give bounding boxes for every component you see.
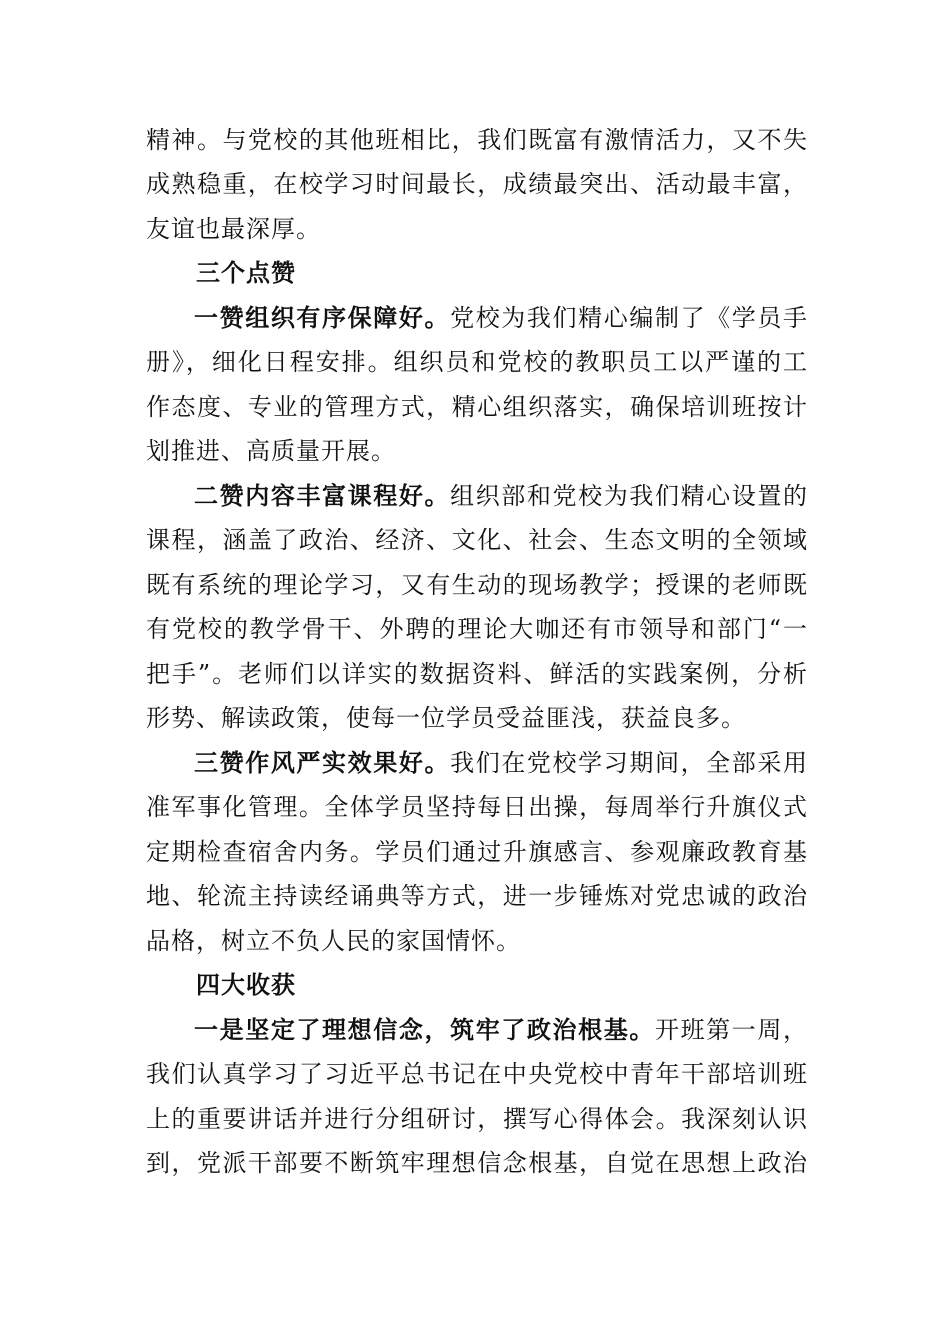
- paragraph-lead: 三赞作风严实效果好。: [194, 749, 451, 777]
- paragraph-lead: 一是坚定了理想信念，筑牢了政治根基。: [194, 1016, 655, 1044]
- paragraph-line: 既有系统的理论学习，又有生动的现场教学；授课的老师既: [146, 571, 808, 599]
- paragraph-line: 定期检查宿舍内务。学员们通过升旗感言、参观廉政教育基: [146, 838, 808, 866]
- section-heading-three-praises: 三个点赞: [196, 259, 296, 287]
- paragraph-text: 党校为我们精心编制了《学员手: [450, 304, 809, 332]
- paragraph-lead: 一赞组织有序保障好。: [194, 304, 451, 332]
- paragraph-text: 开班第一周，: [654, 1016, 809, 1044]
- paragraph-praise-2-first-line: [194, 476, 808, 516]
- paragraph-lead: 二赞内容丰富课程好。: [194, 482, 451, 510]
- paragraph-line: 课程，涵盖了政治、经济、文化、社会、生态文明的全领域: [146, 526, 808, 554]
- paragraph-line: 到，党派干部要不断筑牢理想信念根基，自觉在思想上政治: [146, 1149, 808, 1177]
- paragraph-line: 划推进、高质量开展。: [146, 437, 396, 465]
- intro-line-1: 精神。与党校的其他班相比，我们既富有激情活力，又不失: [146, 126, 808, 154]
- paragraph-line: 上的重要讲话并进行分组研讨，撰写心得体会。我深刻认识: [146, 1105, 808, 1133]
- paragraph-line: 册》，细化日程安排。组织员和党校的教职员工以严谨的工: [146, 348, 808, 376]
- paragraph-praise-1-first-line: [194, 298, 808, 338]
- paragraph-line: 地、轮流主持读经诵典等方式，进一步锤炼对党忠诚的政治: [146, 882, 808, 910]
- paragraph-line: 作态度、专业的管理方式，精心组织落实，确保培训班按计: [146, 393, 808, 421]
- paragraph-line: 我们认真学习了习近平总书记在中央党校中青年干部培训班: [146, 1060, 808, 1088]
- paragraph-praise-3-first-line: [194, 743, 808, 783]
- paragraph-gain-1-first-line: [194, 1010, 808, 1050]
- paragraph-line: 把手”。老师们以详实的数据资料、鲜活的实践案例，分析: [146, 660, 808, 688]
- paragraph-line: 准军事化管理。全体学员坚持每日出操，每周举行升旗仪式: [146, 793, 808, 821]
- section-heading-four-gains: 四大收获: [196, 971, 296, 999]
- intro-line-3: 友谊也最深厚。: [146, 215, 321, 243]
- paragraph-line: 有党校的教学骨干、外聘的理论大咖还有市领导和部门“一: [146, 615, 808, 643]
- paragraph-text: 组织部和党校为我们精心设置的: [450, 482, 809, 510]
- intro-line-2: 成熟稳重，在校学习时间最长，成绩最突出、活动最丰富，: [146, 170, 808, 198]
- paragraph-line: 品格，树立不负人民的家国情怀。: [146, 927, 521, 955]
- paragraph-line: 形势、解读政策，使每一位学员受益匪浅，获益良多。: [146, 704, 746, 732]
- paragraph-text: 我们在党校学习期间，全部采用: [450, 749, 809, 777]
